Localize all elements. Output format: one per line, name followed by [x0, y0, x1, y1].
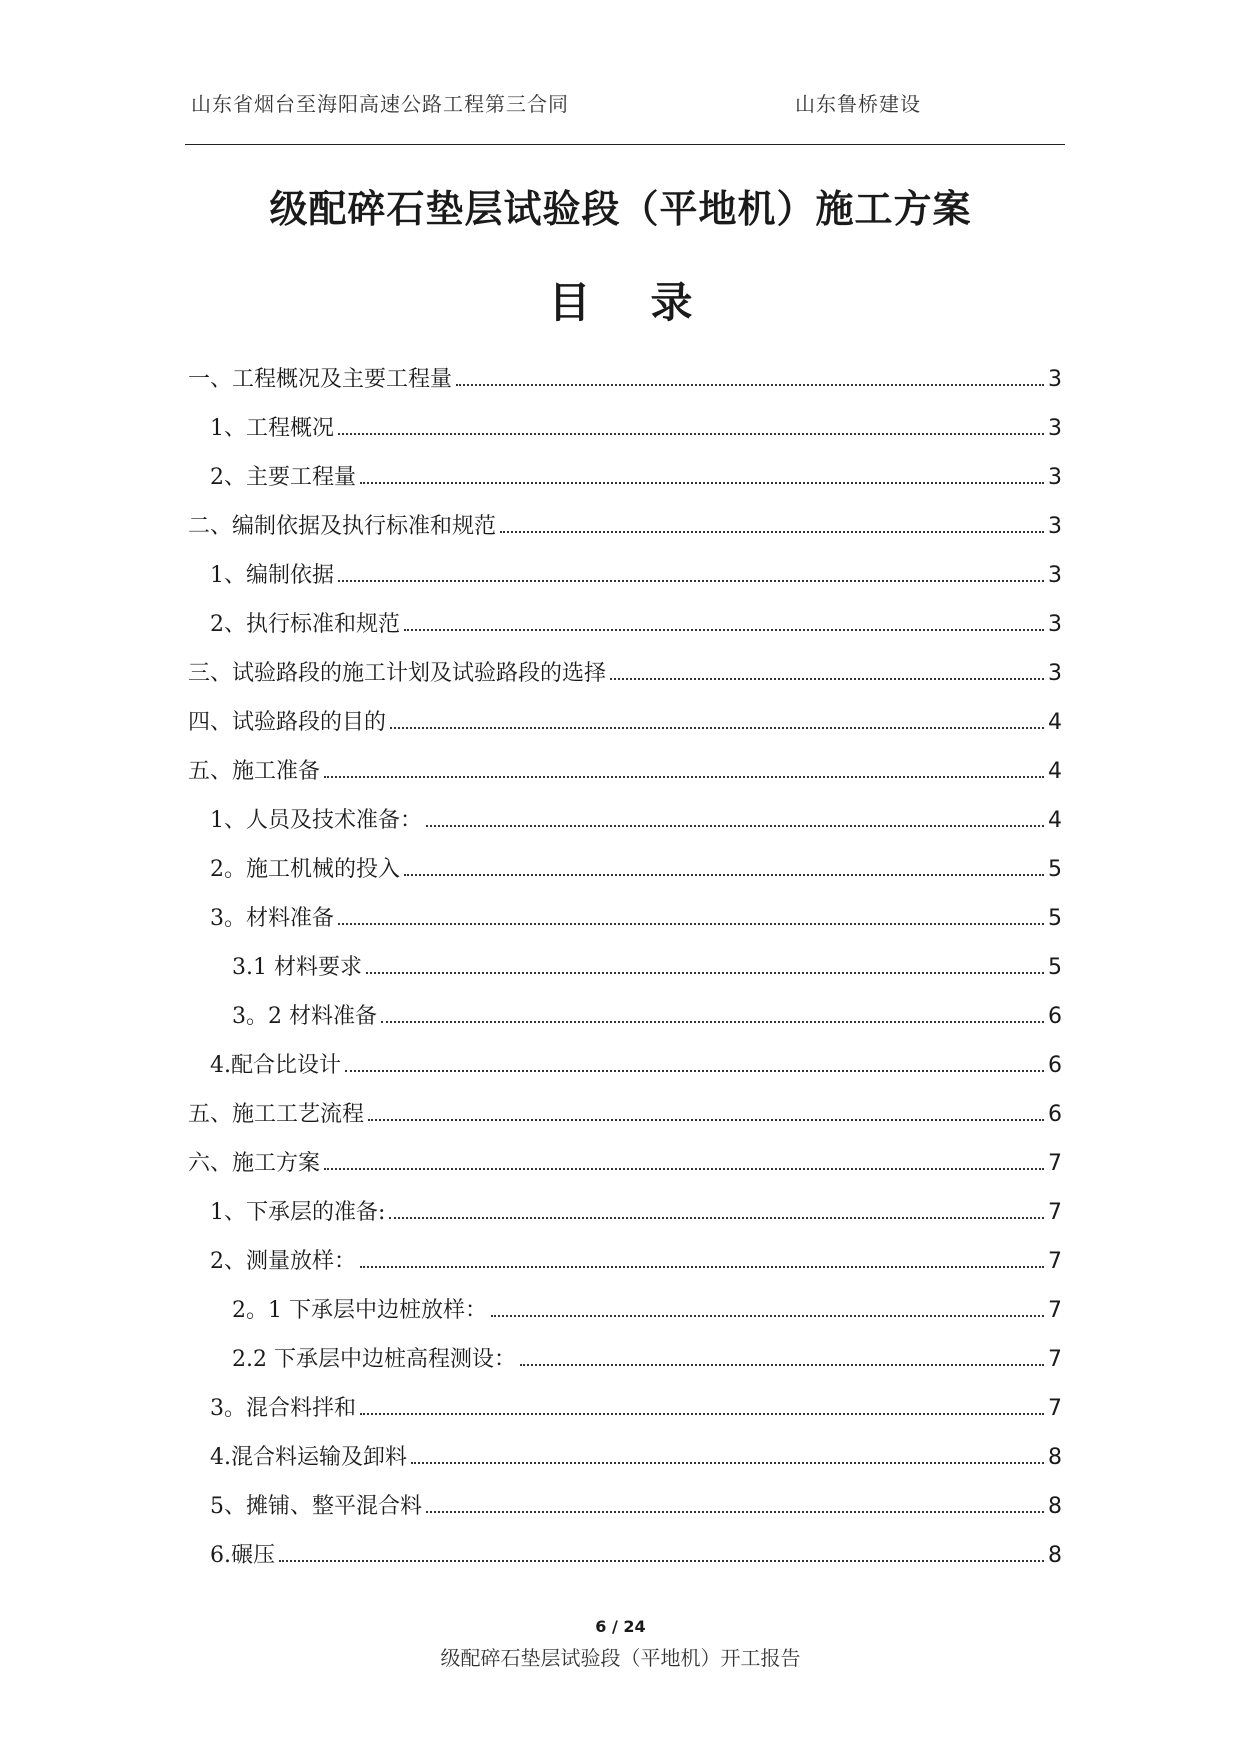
toc-entry-page: 3: [1048, 367, 1062, 392]
toc-entry-label: 2、测量放样：: [210, 1249, 356, 1274]
toc-entry[interactable]: [188, 1440, 1062, 1489]
table-of-contents: [188, 362, 1062, 1587]
toc-entry[interactable]: [188, 1146, 1062, 1195]
toc-entry-label: 三、试验路段的施工计划及试验路段的选择: [188, 661, 607, 686]
toc-entry-label: 五、施工准备: [188, 759, 321, 784]
toc-entry[interactable]: [188, 705, 1062, 754]
toc-entry[interactable]: [188, 1293, 1062, 1342]
toc-entry[interactable]: [188, 607, 1062, 656]
toc-entry[interactable]: [188, 1097, 1062, 1146]
toc-leader-dots: [338, 923, 1044, 925]
toc-entry[interactable]: [188, 411, 1062, 460]
toc-leader-dots: [338, 580, 1044, 582]
toc-entry[interactable]: [188, 656, 1062, 705]
toc-leader-dots: [500, 531, 1044, 533]
toc-leader-dots: [366, 972, 1044, 974]
toc-entry[interactable]: [188, 1538, 1062, 1587]
toc-entry[interactable]: [188, 460, 1062, 509]
toc-entry-label: 1、下承层的准备:: [210, 1200, 386, 1225]
toc-entry[interactable]: [188, 754, 1062, 803]
toc-entry-page: 6: [1048, 1053, 1062, 1078]
toc-entry-label: 4.混合料运输及卸料: [210, 1445, 407, 1470]
toc-leader-dots: [324, 776, 1044, 778]
toc-leader-dots: [324, 1168, 1044, 1170]
toc-entry-label: 3.1 材料要求: [232, 955, 362, 980]
toc-entry-page: 3: [1048, 465, 1062, 490]
toc-entry-label: 3。2 材料准备: [232, 1004, 377, 1029]
toc-entry-label: 2。施工机械的投入: [210, 857, 400, 882]
toc-entry-page: 3: [1048, 416, 1062, 441]
toc-entry-label: 四、试验路段的目的: [188, 710, 387, 735]
toc-entry-page: 5: [1048, 857, 1062, 882]
toc-entry-page: 6: [1048, 1004, 1062, 1029]
toc-entry-label: 2、主要工程量: [210, 465, 356, 490]
toc-entry[interactable]: [188, 362, 1062, 411]
toc-entry-page: 4: [1048, 808, 1062, 833]
toc-entry-page: 5: [1048, 955, 1062, 980]
toc-entry-page: 7: [1048, 1396, 1062, 1421]
toc-leader-dots: [345, 1070, 1044, 1072]
toc-entry-page: 4: [1048, 759, 1062, 784]
header-project-name: 山东省烟台至海阳高速公路工程第三合同: [191, 92, 569, 116]
toc-entry-label: 二、编制依据及执行标准和规范: [188, 514, 497, 539]
toc-entry-label: 六、施工方案: [188, 1151, 321, 1176]
toc-entry[interactable]: [188, 558, 1062, 607]
toc-entry-label: 2。1 下承层中边桩放样：: [232, 1298, 487, 1323]
toc-leader-dots: [279, 1560, 1044, 1562]
toc-entry-label: 3。混合料拌和: [210, 1396, 356, 1421]
page-number: 6 / 24: [595, 1617, 646, 1636]
toc-entry[interactable]: [188, 1391, 1062, 1440]
toc-leader-dots: [411, 1462, 1044, 1464]
toc-entry-page: 8: [1048, 1494, 1062, 1519]
toc-entry[interactable]: [188, 999, 1062, 1048]
toc-entry[interactable]: [188, 1244, 1062, 1293]
toc-entry-label: 1、工程概况: [210, 416, 334, 441]
toc-leader-dots: [426, 825, 1044, 827]
toc-leader-dots: [389, 1217, 1044, 1219]
toc-entry[interactable]: [188, 1195, 1062, 1244]
toc-entry-label: 3。材料准备: [210, 906, 334, 931]
toc-entry[interactable]: [188, 950, 1062, 999]
toc-leader-dots: [381, 1021, 1044, 1023]
toc-entry-page: 7: [1048, 1249, 1062, 1274]
toc-leader-dots: [404, 874, 1044, 876]
toc-leader-dots: [610, 678, 1044, 680]
toc-leader-dots: [520, 1364, 1044, 1366]
toc-entry-page: 7: [1048, 1151, 1062, 1176]
toc-entry-label: 一、工程概况及主要工程量: [188, 367, 453, 392]
toc-entry-page: 5: [1048, 906, 1062, 931]
toc-entry[interactable]: [188, 1048, 1062, 1097]
toc-entry[interactable]: [188, 852, 1062, 901]
toc-leader-dots: [426, 1511, 1044, 1513]
toc-entry[interactable]: [188, 803, 1062, 852]
toc-entry-page: 3: [1048, 563, 1062, 588]
page-header: [185, 88, 1065, 145]
toc-leader-dots: [338, 433, 1044, 435]
toc-entry-label: 2、执行标准和规范: [210, 612, 400, 637]
toc-entry-page: 3: [1048, 661, 1062, 686]
toc-entry-page: 7: [1048, 1347, 1062, 1372]
toc-leader-dots: [491, 1315, 1044, 1317]
toc-entry-page: 7: [1048, 1200, 1062, 1225]
toc-entry[interactable]: [188, 901, 1062, 950]
toc-entry-page: 3: [1048, 612, 1062, 637]
toc-leader-dots: [360, 1266, 1044, 1268]
footer-title: 级配碎石垫层试验段（平地机）开工报告: [440, 1646, 801, 1670]
toc-entry-label: 1、人员及技术准备：: [210, 808, 422, 833]
toc-entry-page: 6: [1048, 1102, 1062, 1127]
toc-entry-label: 6.碾压: [210, 1543, 275, 1568]
toc-entry-page: 4: [1048, 710, 1062, 735]
toc-leader-dots: [360, 482, 1044, 484]
toc-entry-page: 8: [1048, 1543, 1062, 1568]
toc-heading: 目录: [548, 278, 753, 327]
toc-entry-page: 3: [1048, 514, 1062, 539]
toc-entry[interactable]: [188, 509, 1062, 558]
toc-entry-label: 4.配合比设计: [210, 1053, 341, 1078]
toc-leader-dots: [404, 629, 1044, 631]
header-company-name: 山东鲁桥建设: [795, 92, 921, 116]
toc-entry-page: 8: [1048, 1445, 1062, 1470]
toc-entry-label: 1、编制依据: [210, 563, 334, 588]
toc-leader-dots: [390, 727, 1044, 729]
toc-leader-dots: [368, 1119, 1044, 1121]
toc-leader-dots: [456, 384, 1044, 386]
document-title: 级配碎石垫层试验段（平地机）施工方案: [269, 186, 972, 231]
toc-entry-label: 2.2 下承层中边桩高程测设：: [232, 1347, 516, 1372]
toc-entry[interactable]: [188, 1342, 1062, 1391]
toc-entry[interactable]: [188, 1489, 1062, 1538]
toc-leader-dots: [360, 1413, 1044, 1415]
toc-entry-page: 7: [1048, 1298, 1062, 1323]
toc-entry-label: 五、施工工艺流程: [188, 1102, 365, 1127]
toc-entry-label: 5、摊铺、整平混合料: [210, 1494, 422, 1519]
